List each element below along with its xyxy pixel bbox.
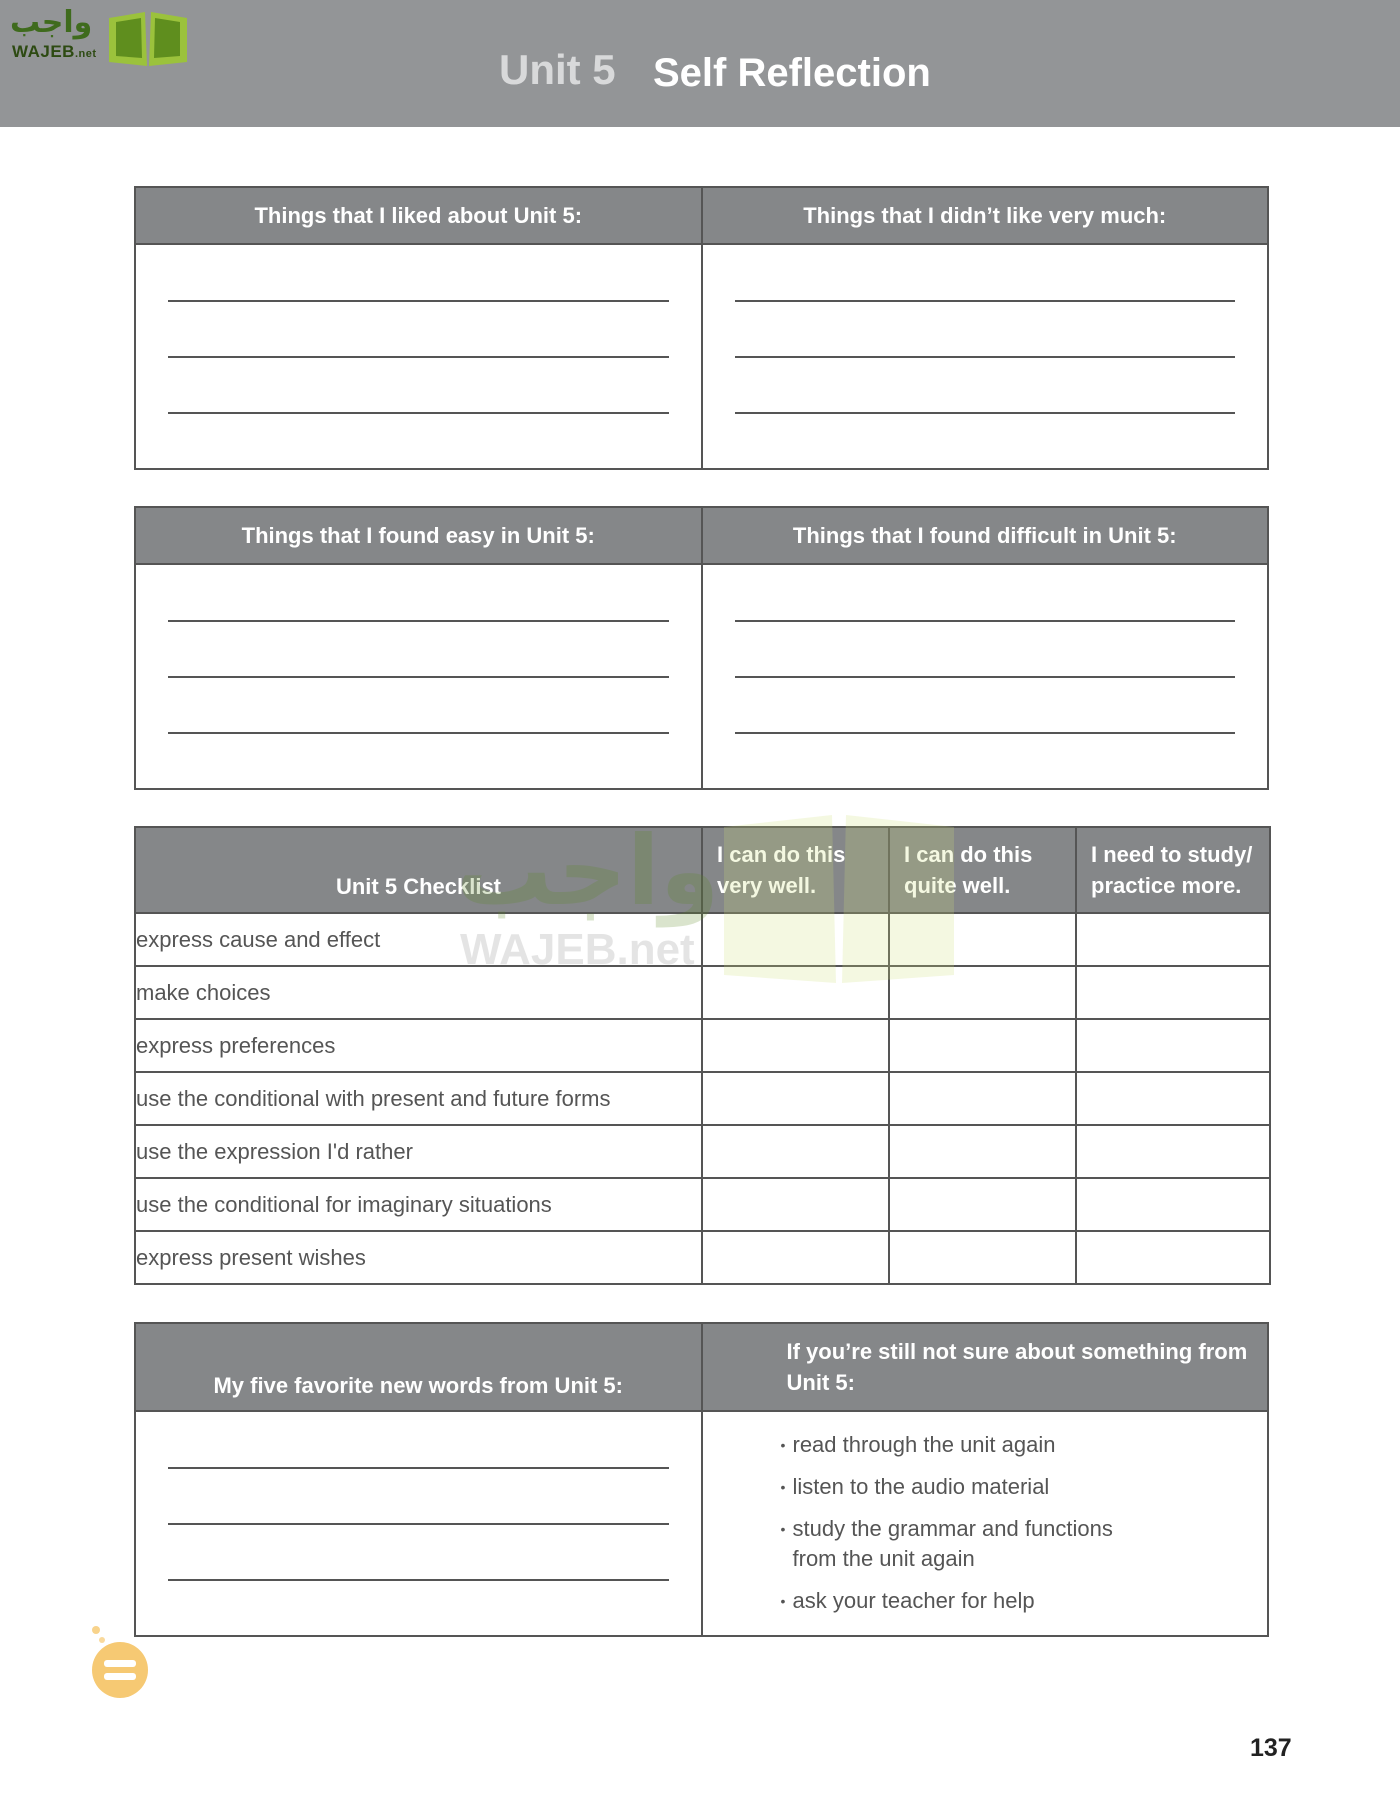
table-row	[135, 1231, 1270, 1284]
checkbox-cell[interactable]	[889, 1019, 1076, 1072]
favorite-words-writing-area[interactable]	[135, 1411, 702, 1636]
checkbox-cell[interactable]	[1076, 913, 1270, 966]
easy-difficult-table	[134, 506, 1269, 790]
table-row	[135, 1125, 1270, 1178]
checkbox-cell[interactable]	[889, 1178, 1076, 1231]
writing-line	[735, 300, 1236, 302]
unit-checklist-table	[134, 826, 1271, 1285]
column-quite-well: I can do this quite well.	[889, 827, 1076, 913]
checklist-title: Unit 5 Checklist	[135, 827, 702, 913]
liked-header: Things that I liked about Unit 5:	[135, 187, 702, 244]
book-icon	[107, 8, 189, 68]
checkbox-cell[interactable]	[702, 966, 889, 1019]
list-item: • read through the unit again	[781, 1430, 1268, 1460]
disliked-writing-area[interactable]	[702, 244, 1269, 469]
writing-line	[735, 412, 1236, 414]
tips-cell	[702, 1411, 1269, 1636]
checkbox-cell[interactable]	[702, 913, 889, 966]
checkbox-cell[interactable]	[1076, 1125, 1270, 1178]
writing-line	[168, 1523, 669, 1525]
list-item: • ask your teacher for help	[781, 1586, 1268, 1616]
column-need-study: I need to study/ practice more.	[1076, 827, 1270, 913]
checkbox-cell[interactable]	[702, 1178, 889, 1231]
list-item: • listen to the audio material	[781, 1472, 1268, 1502]
difficult-writing-area[interactable]	[702, 564, 1269, 789]
table-row	[135, 966, 1270, 1019]
writing-line	[735, 676, 1236, 678]
checkbox-cell[interactable]	[702, 1231, 889, 1284]
checkbox-cell[interactable]	[889, 913, 1076, 966]
writing-line	[168, 412, 669, 414]
checklist-item: express preferences	[135, 1019, 702, 1072]
writing-line	[168, 1467, 669, 1469]
table-row	[135, 913, 1270, 966]
page-title: Self Reflection	[653, 51, 931, 95]
checkbox-cell[interactable]	[702, 1072, 889, 1125]
table-row	[135, 1178, 1270, 1231]
not-sure-header: If you’re still not sure about something from Unit 5:	[702, 1323, 1269, 1411]
writing-line	[735, 732, 1236, 734]
watermark-arabic-text: واجب	[456, 815, 720, 927]
logo-arabic-text: واجب	[10, 5, 93, 40]
checklist-item: use the conditional for imaginary situations	[135, 1178, 702, 1231]
checkbox-cell[interactable]	[1076, 1019, 1270, 1072]
wajeb-logo[interactable]	[10, 6, 190, 68]
column-very-well: I can do this very well.	[702, 827, 889, 913]
favorite-words-header: My five favorite new words from Unit 5:	[135, 1323, 702, 1411]
logo-latin-text: WAJEB.net	[12, 42, 97, 61]
checkbox-cell[interactable]	[889, 1072, 1076, 1125]
table-row	[135, 1072, 1270, 1125]
checklist-item: use the conditional with present and future forms	[135, 1072, 702, 1125]
checklist-item: express present wishes	[135, 1231, 702, 1284]
checklist-item: express cause and effect	[135, 913, 702, 966]
liked-writing-area[interactable]	[135, 244, 702, 469]
writing-line	[168, 620, 669, 622]
writing-line	[168, 1579, 669, 1581]
page-number: 137	[1250, 1734, 1292, 1762]
list-item: • study the grammar and functions from the unit again	[781, 1514, 1133, 1574]
writing-line	[168, 676, 669, 678]
corner-logo-icon	[86, 1620, 150, 1702]
checkbox-cell[interactable]	[889, 1231, 1076, 1284]
difficult-header: Things that I found difficult in Unit 5:	[702, 507, 1269, 564]
unit-number: Unit 5	[499, 46, 616, 93]
checkbox-cell[interactable]	[1076, 966, 1270, 1019]
easy-writing-area[interactable]	[135, 564, 702, 789]
favorite-words-table	[134, 1322, 1269, 1637]
checkbox-cell[interactable]	[1076, 1072, 1270, 1125]
checkbox-cell[interactable]	[702, 1125, 889, 1178]
checklist-item: make choices	[135, 966, 702, 1019]
checklist-item: use the expression I'd rather	[135, 1125, 702, 1178]
page-header	[0, 0, 1400, 127]
writing-line	[168, 732, 669, 734]
checkbox-cell[interactable]	[702, 1019, 889, 1072]
watermark-latin-text: WAJEB.net	[460, 925, 695, 974]
disliked-header: Things that I didn’t like very much:	[702, 187, 1269, 244]
writing-line	[168, 300, 669, 302]
checkbox-cell[interactable]	[1076, 1178, 1270, 1231]
checkbox-cell[interactable]	[889, 1125, 1076, 1178]
checkbox-cell[interactable]	[1076, 1231, 1270, 1284]
writing-line	[735, 620, 1236, 622]
writing-line	[168, 356, 669, 358]
checkbox-cell[interactable]	[889, 966, 1076, 1019]
easy-header: Things that I found easy in Unit 5:	[135, 507, 702, 564]
liked-disliked-table	[134, 186, 1269, 470]
writing-line	[735, 356, 1236, 358]
table-row	[135, 1019, 1270, 1072]
tips-list	[703, 1412, 1268, 1616]
